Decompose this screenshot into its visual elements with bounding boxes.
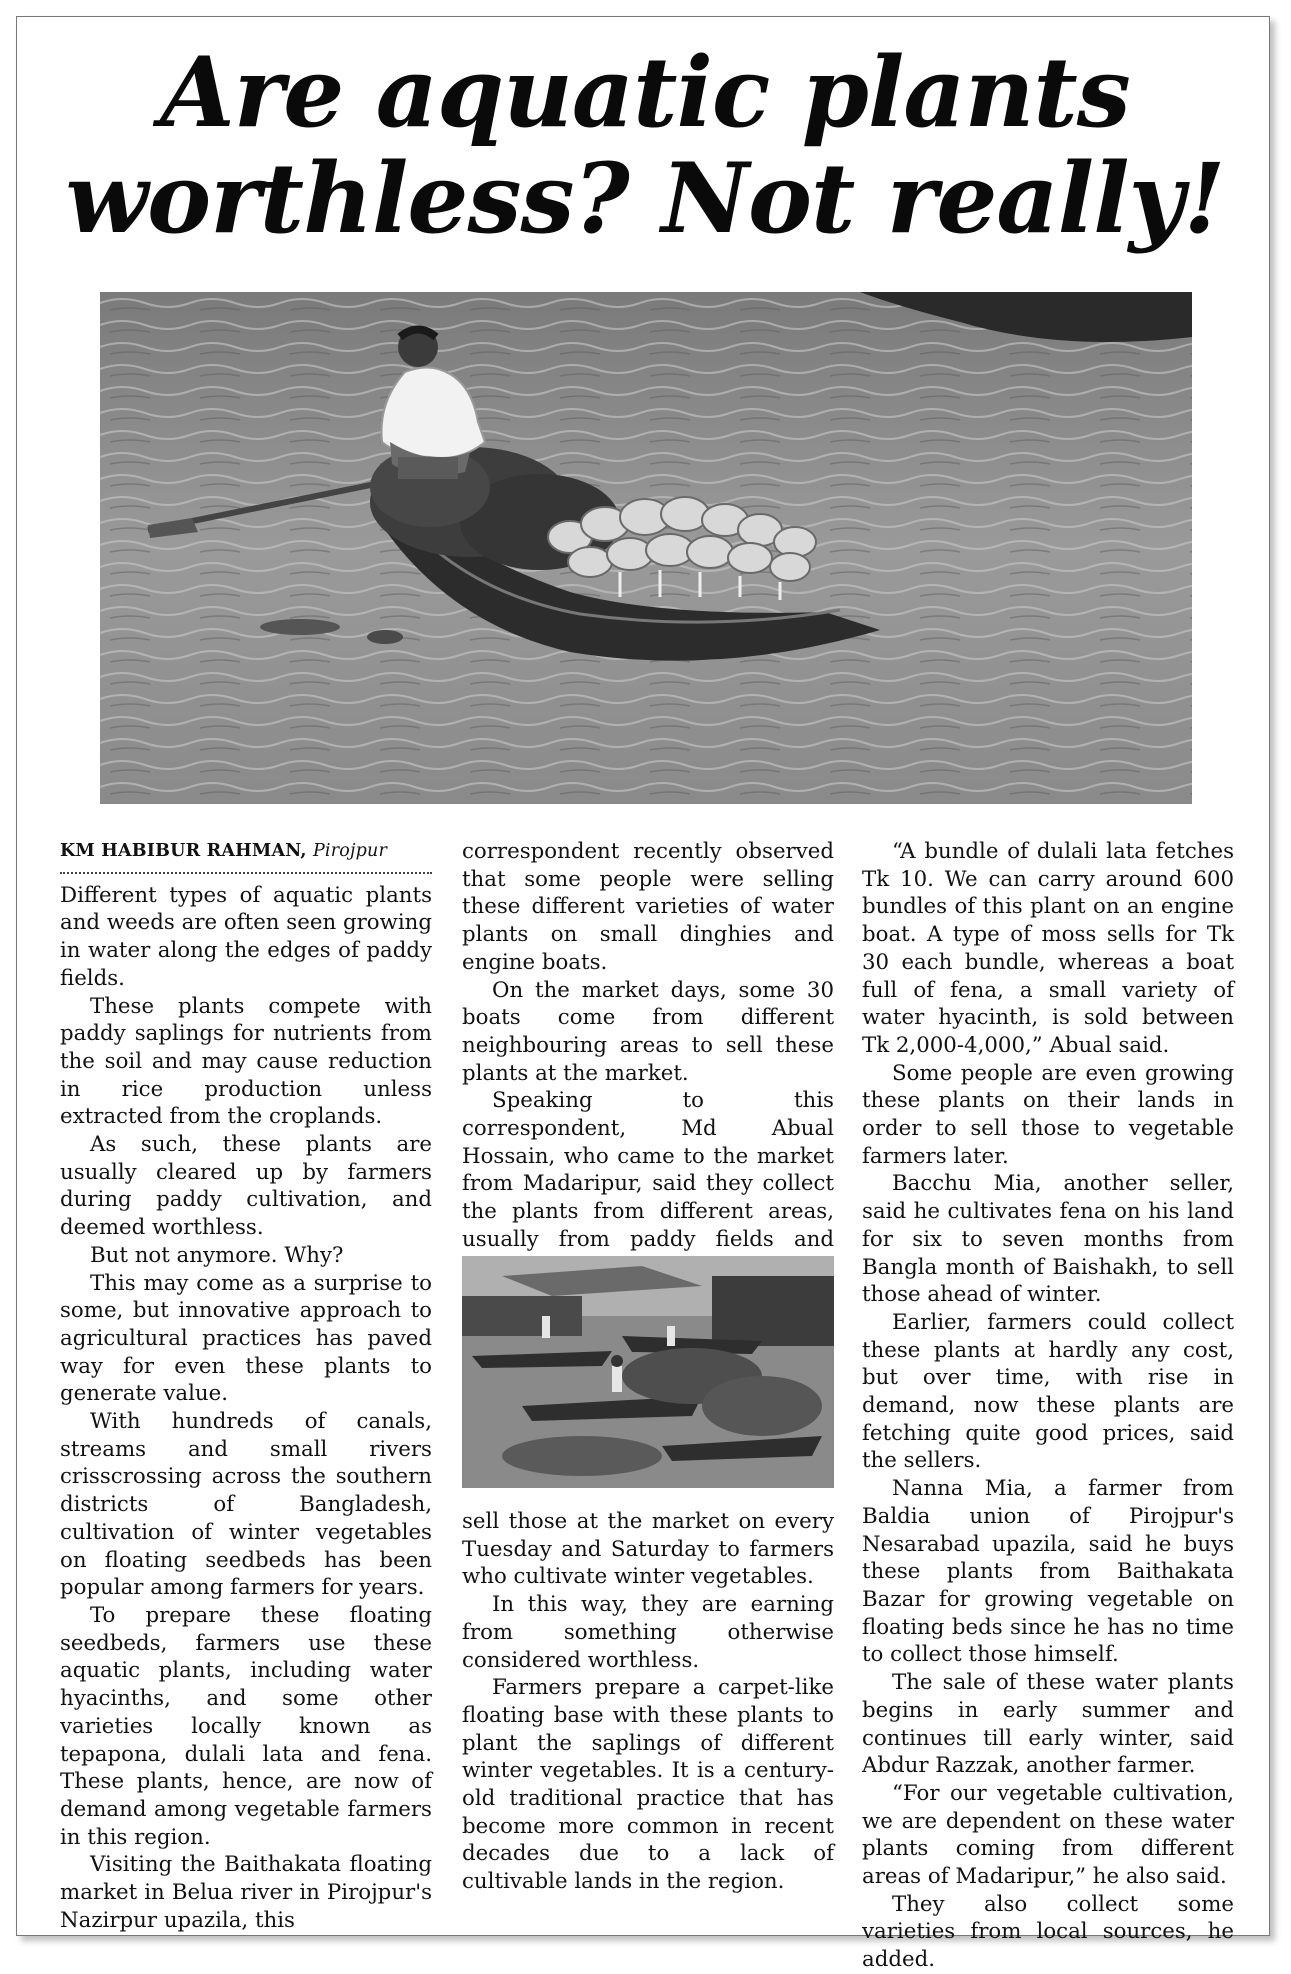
byline (60, 838, 432, 874)
paragraph: This may come as a surprise to some, but innovative approach to agricultural practices has paved way for even these plants to generate value. (60, 1270, 432, 1407)
paragraph: Speaking to this correspondent, Md Abual Hossain, who came to the market from Madaripur, said they collect the plants from different areas, usually from paddy fields and (462, 1088, 834, 1252)
paragraph: Some people are even growing these plants on their lands in order to sell those to vegetable farmers later. (862, 1060, 1234, 1169)
paragraph: On the market days, some 30 boats come from different neighbouring areas to sell these plants at the market. (462, 977, 834, 1086)
paragraph: Different types of aquatic plants and weeds are often seen growing in water along the edges of paddy fields. (60, 882, 432, 991)
paragraph: Farmers prepare a carpet-like floating base with these plants to plant the saplings of different winter vegetables. It is a century-old traditional practice that has become more common in recent decades due to a lack of cultivable lands in the region. (462, 1675, 834, 1895)
paragraph: They also collect some varieties from local sources, he added. (862, 1891, 1234, 1973)
byline-location: Pirojpur (312, 841, 388, 861)
paragraph: But not anymore. Why? (90, 1242, 344, 1268)
byline-author: KM HABIBUR RAHMAN, (60, 841, 307, 861)
headline-line-1: Are aquatic plants (160, 36, 1130, 149)
headline-line-2: worthless? Not really! (65, 142, 1225, 255)
market-photo (462, 1256, 834, 1488)
paragraph: Earlier, farmers could collect these plants at hardly any cost, but over time, with rise in demand, now these plants are fetching quite good prices, said the sellers. (862, 1309, 1234, 1474)
paragraph: “For our vegetable cultivation, we are dependent on these water plants coming from different areas of Madaripur,” he also said. (862, 1780, 1234, 1890)
article-column-2-bottom (462, 1508, 834, 1896)
paragraph: The sale of these water plants begins in early summer and continues till early winter, said Abdur Razzak, another farmer. (862, 1670, 1234, 1779)
paragraph: Bacchu Mia, another seller, said he cultivates fena on his land for six to seven months from Bangla month of Baishakh, to sell those ahead of winter. (862, 1171, 1234, 1308)
paragraph: These plants compete with paddy saplings for nutrients from the soil and may cause reduction in rice production unless extracted from the croplands. (60, 993, 432, 1130)
paragraph: As such, these plants are usually cleared up by farmers during paddy cultivation, and deemed worthless. (60, 1132, 432, 1241)
article-column-2-top (462, 838, 834, 1281)
paragraph: To prepare these floating seedbeds, farmers use these aquatic plants, including water hyacinths, and some other varieties locally known as tepapona, dulali lata and fena. These plants, hence, are now of demand among vegetable farmers in this region. (60, 1602, 432, 1850)
headline (60, 36, 1230, 255)
paragraph: Nanna Mia, a farmer from Baldia union of Pirojpur's Nesarabad upazila, said he buys these plants from Baithakata Bazar for growing vegetable on floating beds since he has no time to collect those himself. (862, 1476, 1234, 1668)
paragraph: Visiting the Baithakata floating market in Belua river in Pirojpur's Nazirpur upazila, this (60, 1852, 432, 1933)
paragraph: “A bundle of dulali lata fetches Tk 10. We can carry around 600 bundles of this plant on an engine boat. A type of moss sells for Tk 30 each bundle, whereas a boat full of fena, a small variety of water hyacinth, is sold between Tk 2,000-4,000,” Abual said. (862, 839, 1234, 1058)
hero-photo (100, 292, 1192, 804)
paragraph: sell those at the market on every Tuesday and Saturday to farmers who cultivate winter vegetables. (462, 1509, 834, 1590)
article-column-1 (60, 838, 432, 1934)
paragraph: In this way, they are earning from something otherwise considered worthless. (462, 1592, 834, 1673)
article-column-3 (862, 838, 1234, 1974)
paragraph: correspondent recently observed that some people were selling these different varieties of water plants on small dinghies and engine boats. (462, 839, 834, 975)
paragraph: With hundreds of canals, streams and small rivers crisscrossing across the southern districts of Bangladesh, cultivation of winter vegetables on floating seedbeds has been popular among farmers for years. (60, 1409, 432, 1601)
